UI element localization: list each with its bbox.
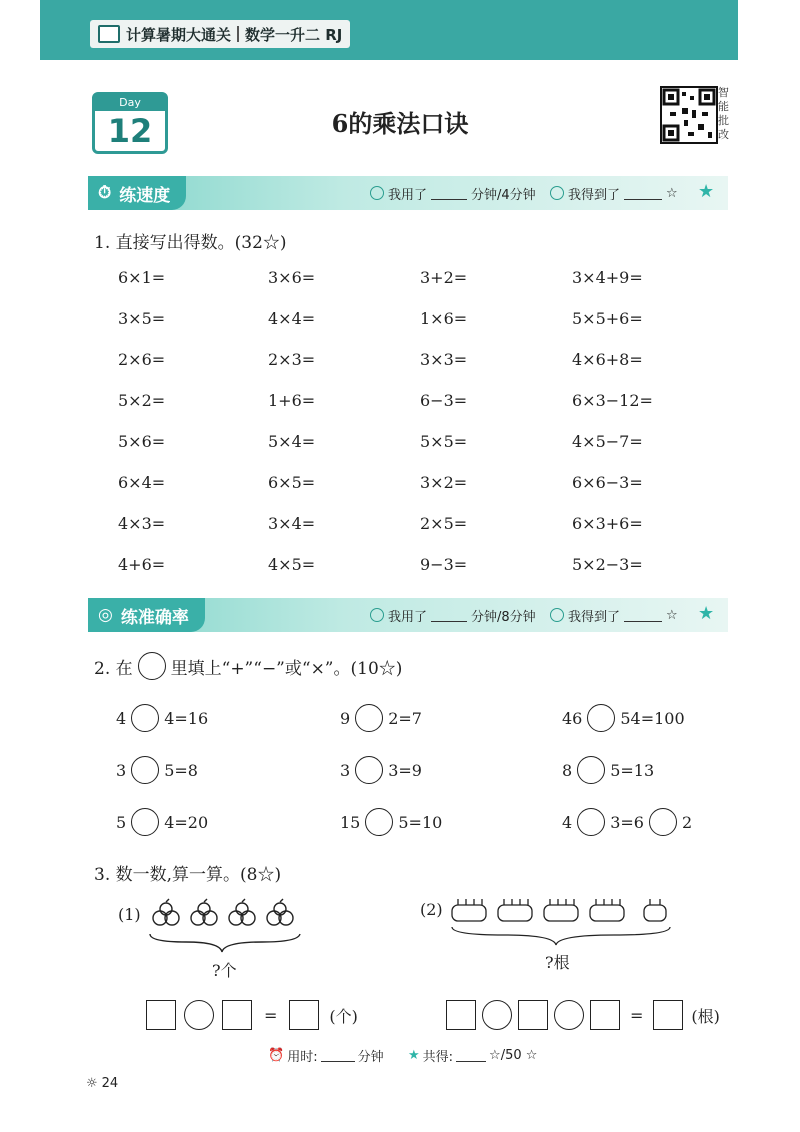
page-edge [738,0,800,1132]
right-expression: 3=6 [610,812,644,832]
right-expression: 5=8 [164,760,198,780]
operator-circle[interactable] [482,1000,512,1030]
left-operand: 8 [562,760,573,780]
part-1-question: ?个 [212,961,237,980]
sun-icon: ☼ [86,1076,98,1091]
question-3-prompt: 3. 数一数,算一算。(8☆) [94,865,282,885]
q2-prompt-start: 2. 在 [94,658,133,679]
q2-prompt-end: 里填上“+”“−”或“×”。(10☆) [170,658,403,679]
time-blank[interactable] [431,609,467,622]
answer-box[interactable] [146,1000,176,1030]
expression-item: 2×3= [268,350,316,369]
right-expression: 5=10 [398,812,443,832]
expression-item: 1×6= [420,309,468,328]
expression-item: 5×4= [268,432,316,451]
expression-item: 6×3+6= [572,514,643,533]
expression-item: 3×6= [268,268,316,287]
clock-icon [370,186,384,200]
expression-item: 6×3−12= [572,391,653,410]
right-expression: 3=9 [388,760,422,780]
time-used [370,184,536,203]
flower-pair-icon [267,899,293,925]
target-icon: ◎ [98,605,113,625]
flower-pair-icon [191,899,217,925]
unit-label: (个) [329,1006,358,1026]
expression-item: 6×6−3= [572,473,643,492]
answer-box[interactable] [289,1000,319,1030]
score-prefix: 我得到了 [568,609,621,625]
operator-fill-item [340,808,442,836]
score-suffix: ☆ [666,185,678,201]
qr-pattern [662,88,716,142]
section-banner-accuracy [88,598,728,632]
question-1-prompt: 1. 直接写出得数。(32☆) [94,233,287,253]
operator-circle[interactable] [355,704,383,732]
expression-item: 2×6= [118,350,166,369]
expression-item: 5×2= [118,391,166,410]
operator-circle[interactable] [131,704,159,732]
section-title: 练速度 [119,185,171,206]
qr-side-text: 智能批改 [718,86,729,141]
clock-icon [370,608,384,622]
operator-circle[interactable] [649,808,677,836]
time-used-prefix: 我用了 [388,609,428,625]
left-operand: 46 [562,708,583,728]
book-title: 计算暑期大通关 [126,25,232,44]
expression-item: 4×6+8= [572,350,643,369]
carrot-bundle-icon [452,899,486,921]
alarm-clock-icon: ⏰ [268,1048,285,1063]
carrot-bundle-icon [544,899,578,921]
unit-label: (根) [691,1006,720,1026]
answer-box[interactable] [222,1000,252,1030]
operator-fill-item [562,808,692,836]
footer-total [408,1046,537,1065]
time-blank[interactable] [431,187,467,200]
operator-circle[interactable] [577,756,605,784]
answer-box[interactable] [590,1000,620,1030]
operator-circle[interactable] [131,808,159,836]
expression-item: 3×4+9= [572,268,643,287]
star-icon: ★ [698,181,715,202]
footer-total-label: 共得: [422,1050,454,1065]
page-number-area [86,1076,118,1091]
expression-item: 5×2−3= [572,555,643,574]
left-operand: 9 [340,708,351,728]
right-expression: 4=16 [164,708,209,728]
left-operand: 3 [340,760,351,780]
footer-total-blank[interactable] [456,1049,486,1062]
operator-circle-sample [138,652,166,680]
part-1-label: (1) [118,905,141,924]
footer-total-suffix: ☆/50 ☆ [489,1048,538,1063]
left-operand: 3 [116,760,127,780]
answer-box[interactable] [518,1000,548,1030]
score-blank[interactable] [624,609,662,622]
score-earned [550,606,678,625]
expression-item: 3×4= [268,514,316,533]
time-used [370,606,536,625]
day-badge [92,92,168,154]
carrot-bundle-icon [644,899,666,921]
book-icon [98,25,120,43]
right-expression: 54=100 [620,708,685,728]
operator-circle[interactable] [587,704,615,732]
expression-item: 6×4= [118,473,166,492]
operator-circle[interactable] [184,1000,214,1030]
carrot-bundle-icon [590,899,624,921]
score-prefix: 我得到了 [568,187,621,203]
operator-circle[interactable] [577,808,605,836]
star-icon: ★ [408,1048,420,1063]
brace [150,934,300,952]
part-2-answer-row [446,1000,720,1030]
answer-box[interactable] [446,1000,476,1030]
flower-pair-icon [153,899,179,925]
expression-item: 1+6= [268,391,316,410]
expression-item: 5×6= [118,432,166,451]
footer-time-unit: 分钟 [357,1050,384,1065]
left-operand: 4 [116,708,127,728]
part-1-answer-row [146,1000,358,1030]
equals-sign: = [630,1005,644,1025]
flower-pair-icon [229,899,255,925]
section-tab-accuracy [88,598,205,632]
right-expression: 4=20 [164,812,209,832]
expression-item: 3×3= [420,350,468,369]
operator-fill-item [340,756,422,784]
check-icon [550,608,564,622]
operator-fill-item [116,808,208,836]
section-banner-speed [88,176,728,210]
time-used-prefix: 我用了 [388,187,428,203]
operator-circle[interactable] [355,756,383,784]
carrot-group-illustration [448,895,678,947]
score-earned [550,184,678,203]
expression-item: 4×4= [268,309,316,328]
question-2-prompt [94,652,402,680]
expression-item: 6×1= [118,268,166,287]
operator-fill-item [562,756,654,784]
operator-circle[interactable] [365,808,393,836]
star-icon: ★ [698,603,715,624]
carrot-bundle-icon [498,899,532,921]
equals-sign: = [264,1005,278,1025]
section-title: 练准确率 [120,607,189,628]
footer-time-label: 用时: [287,1050,318,1065]
footer-time [268,1046,384,1065]
subject-label: 数学一升二 RJ [245,25,343,44]
header-divider [237,26,239,42]
operator-fill-item [116,756,198,784]
operator-fill-item [562,704,685,732]
page-title: 6的乘法口诀 [331,109,469,138]
score-blank[interactable] [624,187,662,200]
footer-time-blank[interactable] [321,1049,355,1062]
day-label: Day [95,95,165,111]
check-icon [550,186,564,200]
time-used-suffix: 分钟/4分钟 [471,187,536,203]
day-number: 12 [107,112,153,150]
flower-group-illustration [146,898,306,958]
expression-item: 4+6= [118,555,166,574]
expression-item: 6×5= [268,473,316,492]
answer-box[interactable] [653,1000,683,1030]
section-tab-speed [88,176,186,210]
score-suffix: ☆ [666,607,678,623]
page-number: 24 [101,1076,119,1091]
time-used-suffix: 分钟/8分钟 [471,609,536,625]
operator-fill-item [340,704,422,732]
right-expression: 2=7 [388,708,422,728]
left-operand: 15 [340,812,361,832]
left-operand: 5 [116,812,127,832]
expression-item: 3×2= [420,473,468,492]
expression-item: 6−3= [420,391,468,410]
header-box [90,20,350,48]
operator-circle[interactable] [554,1000,584,1030]
operator-circle[interactable] [131,756,159,784]
qr-code-icon[interactable] [660,86,718,144]
part-2-label: (2) [420,900,443,919]
expression-item: 3×5= [118,309,166,328]
expression-item: 4×5−7= [572,432,643,451]
expression-item: 5×5= [420,432,468,451]
right-expression: 5=13 [610,760,655,780]
expression-item: 3+2= [420,268,468,287]
stopwatch-icon: ⏱ [98,183,112,203]
left-operand: 4 [562,812,573,832]
part-2-question: ?根 [545,953,570,972]
extra-operand: 2 [681,812,693,832]
expression-item: 4×3= [118,514,166,533]
operator-fill-item [116,704,208,732]
expression-item: 4×5= [268,555,316,574]
expression-item: 9−3= [420,555,468,574]
brace [452,927,670,945]
expression-item: 2×5= [420,514,468,533]
expression-item: 5×5+6= [572,309,643,328]
